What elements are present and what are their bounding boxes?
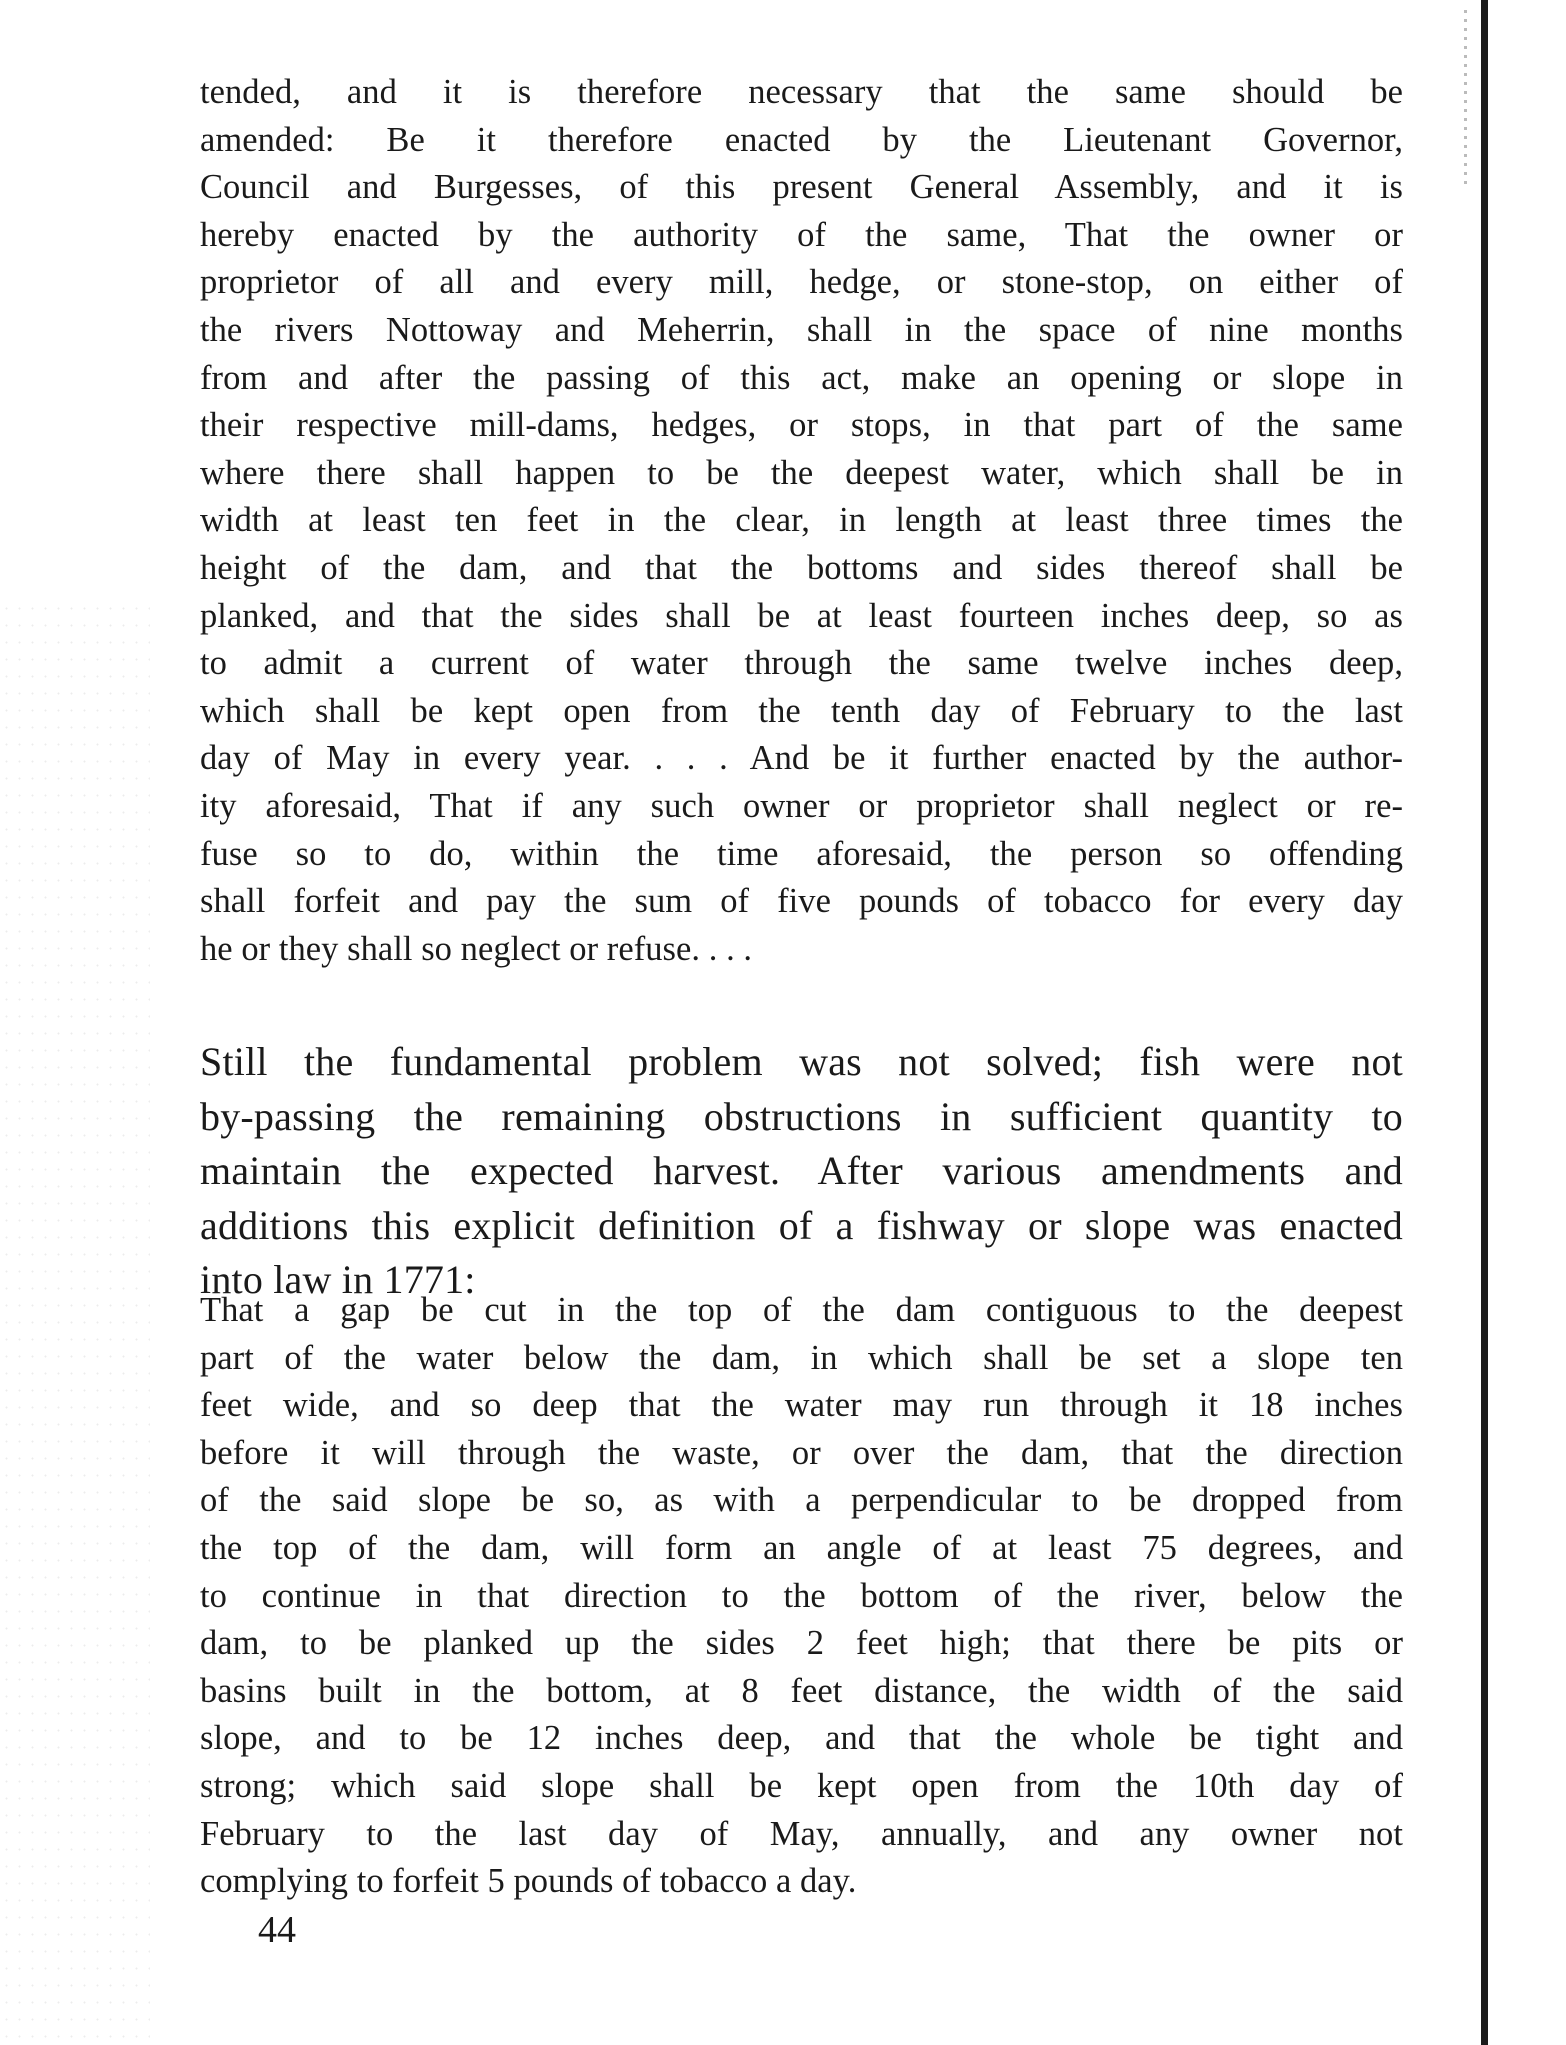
text-line: Council and Burgesses, of this present General Assembly, and it is bbox=[200, 168, 1403, 207]
text-line: fuse so to do, within the time aforesaid, the person so offending bbox=[200, 834, 1403, 873]
text-line: additions this explicit definition of a fishway or slope was enacted bbox=[200, 1202, 1403, 1248]
text-line: their respective mill-dams, hedges, or stops, in that part of the same bbox=[200, 406, 1403, 445]
text-line: slope, and to be 12 inches deep, and that the whole be tight and bbox=[200, 1719, 1403, 1758]
text-line: strong; which said slope shall be kept open from the 10th day of bbox=[200, 1766, 1403, 1805]
text-line: where there shall happen to be the deepest water, which shall be in bbox=[200, 453, 1403, 492]
text-line: February to the last day of May, annually, and any owner not bbox=[200, 1814, 1403, 1853]
text-line: from and after the passing of this act, make an opening or slope in bbox=[200, 358, 1403, 397]
text-line: shall forfeit and pay the sum of five pounds of tobacco for every day bbox=[200, 882, 1403, 921]
block-quote-2 bbox=[200, 1287, 1403, 1906]
block-quote-1 bbox=[200, 69, 1403, 973]
text-line: which shall be kept open from the tenth day of February to the last bbox=[200, 691, 1403, 730]
text-line: feet wide, and so deep that the water may run through it 18 inches bbox=[200, 1386, 1403, 1425]
text-line: basins built in the bottom, at 8 feet distance, the width of the said bbox=[200, 1671, 1403, 1710]
text-line: complying to forfeit 5 pounds of tobacco a day. bbox=[200, 1862, 857, 1901]
text-line: height of the dam, and that the bottoms and sides thereof shall be bbox=[200, 548, 1403, 587]
text-line: planked, and that the sides shall be at least fourteen inches deep, so as bbox=[200, 596, 1403, 635]
text-line: he or they shall so neglect or refuse. . . . bbox=[200, 929, 753, 968]
body-paragraph bbox=[200, 1035, 1403, 1308]
text-line: Still the fundamental problem was not solved; fish were not bbox=[200, 1039, 1403, 1084]
text-line: of the said slope be so, as with a perpendicular to be dropped from bbox=[200, 1481, 1403, 1520]
text-line: tended, and it is therefore necessary that the same should be bbox=[200, 73, 1403, 111]
binding-speck bbox=[1464, 10, 1467, 190]
binding-edge bbox=[1481, 0, 1488, 2045]
page-number: 44 bbox=[258, 1909, 296, 1951]
text-line: the rivers Nottoway and Meherrin, shall in the space of nine months bbox=[200, 310, 1403, 349]
text-line: dam, to be planked up the sides 2 feet high; that there be pits or bbox=[200, 1624, 1403, 1663]
text-line: ity aforesaid, That if any such owner or proprietor shall neglect or re- bbox=[200, 786, 1403, 825]
text-line: day of May in every year. . . . And be it further enacted by the author- bbox=[200, 739, 1403, 778]
text-line: hereby enacted by the authority of the same, That the owner or bbox=[200, 215, 1403, 254]
text-line: amended: Be it therefore enacted by the Lieutenant Governor, bbox=[200, 120, 1403, 159]
text-line: maintain the expected harvest. After various amendments and bbox=[200, 1148, 1403, 1193]
text-line: part of the water below the dam, in which shall be set a slope ten bbox=[200, 1338, 1403, 1377]
text-line: into law in 1771: bbox=[200, 1257, 476, 1302]
text-line: before it will through the waste, or over the dam, that the direction bbox=[200, 1433, 1403, 1472]
text-line: to continue in that direction to the bottom of the river, below the bbox=[200, 1576, 1403, 1615]
text-line: That a gap be cut in the top of the dam contiguous to the deepest bbox=[200, 1291, 1403, 1329]
text-line: by-passing the remaining obstructions in sufficient quantity to bbox=[200, 1093, 1403, 1139]
text-line: to admit a current of water through the same twelve inches deep, bbox=[200, 644, 1403, 683]
text-line: the top of the dam, will form an angle of at least 75 degrees, and bbox=[200, 1528, 1403, 1567]
scan-noise bbox=[0, 600, 150, 2045]
text-line: width at least ten feet in the clear, in length at least three times the bbox=[200, 501, 1403, 540]
text-line: proprietor of all and every mill, hedge, or stone-stop, on either of bbox=[200, 263, 1403, 302]
